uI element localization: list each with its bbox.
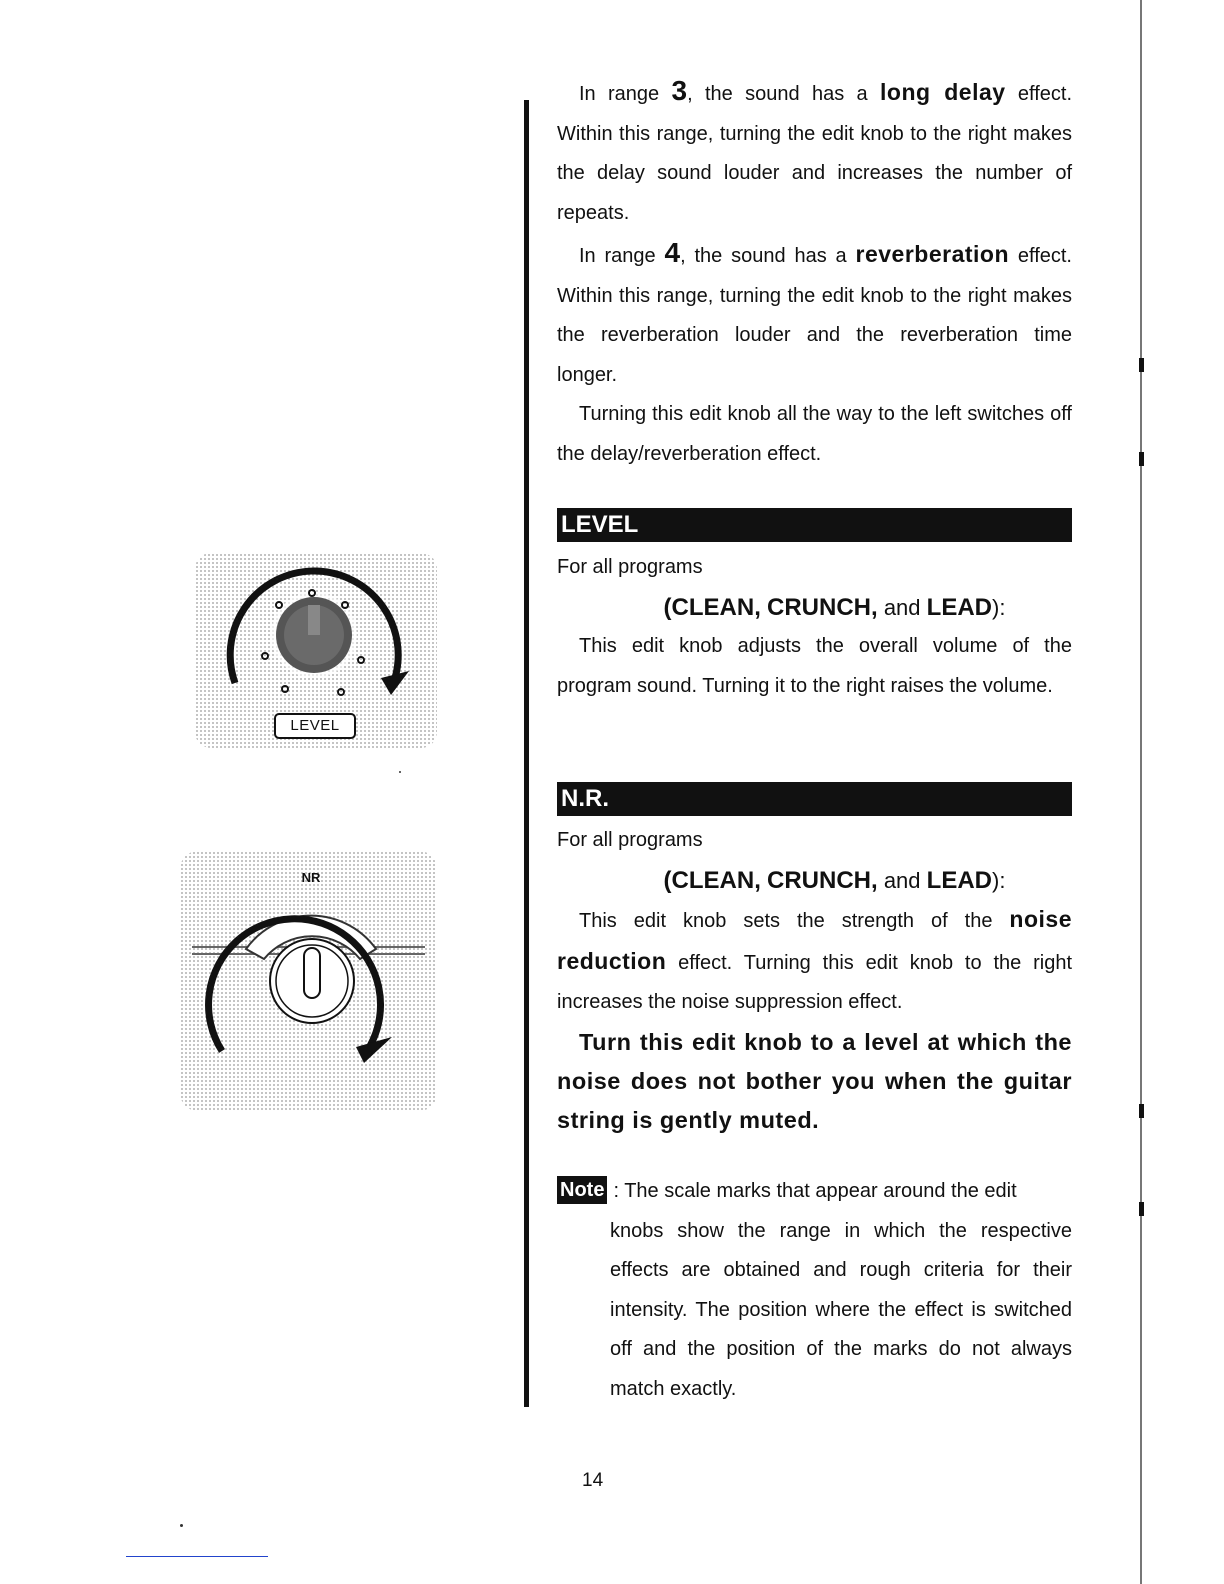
page-number: 14	[582, 1470, 604, 1491]
program-lead: LEAD	[926, 593, 992, 621]
text: , the sound has a	[680, 245, 856, 267]
nr-body	[557, 900, 1072, 1023]
level-body: This edit knob adjusts the overall volume of the program sound. Turning it to the right raises the volume.	[557, 635, 1072, 697]
text: ):	[992, 594, 1006, 620]
range-number: 3	[671, 75, 688, 106]
note-block	[557, 1172, 1072, 1409]
level-knob-label: LEVEL	[290, 717, 340, 734]
emphasis: long delay	[880, 79, 1006, 105]
delay-reverb-text	[557, 71, 1072, 474]
edge-mark	[1139, 452, 1144, 466]
text: In range	[579, 83, 672, 105]
program-crunch: CRUNCH,	[767, 593, 878, 621]
text: and	[883, 867, 921, 893]
edge-mark	[1139, 1202, 1144, 1216]
range-4-paragraph	[557, 233, 1072, 395]
level-for-all: For all programs	[557, 556, 703, 578]
text: In range	[579, 245, 665, 267]
emphasis: noise reduction	[557, 906, 1072, 974]
text: effect. Within this range, turning the edit knob to the right makes the reverberation louder and the reverberation time longer.	[557, 245, 1072, 386]
nr-text	[557, 821, 1072, 1140]
level-programs	[557, 588, 1072, 628]
switch-off-paragraph: Turning this edit knob all the way to the left switches off the delay/reverberation effect.	[557, 403, 1072, 465]
note-badge: Note	[557, 1176, 607, 1204]
program-clean: CLEAN,	[671, 866, 761, 894]
program-lead: LEAD	[926, 866, 992, 894]
nr-programs	[557, 861, 1072, 901]
text: and	[883, 594, 921, 620]
scan-edge-rule	[1140, 0, 1142, 1584]
note-lead-line	[557, 1172, 1072, 1212]
level-heading: LEVEL	[557, 508, 1072, 542]
emphasis: reverberation	[855, 241, 1010, 267]
text: ):	[992, 867, 1006, 893]
nr-warning: Turn this edit knob to a level at which the noise does not bother you when the guitar string is gently muted.	[557, 1028, 1072, 1133]
bottom-rule	[126, 1556, 268, 1557]
range-3-paragraph	[557, 71, 1072, 233]
text: effect. Turning this edit knob to the right increases the noise suppression effect.	[557, 951, 1072, 1013]
scan-speck	[180, 1524, 183, 1527]
text: (	[663, 866, 672, 894]
column-rule	[524, 100, 529, 1407]
text: , the sound has a	[687, 83, 881, 105]
nr-knob-figure	[180, 851, 437, 1111]
edge-mark	[1139, 1104, 1144, 1118]
text: (	[663, 593, 672, 621]
level-text	[557, 548, 1072, 706]
text: effect. Within this range, turning the edit knob to the right makes the delay sound louder and increases the number of repeats.	[557, 83, 1072, 224]
program-clean: CLEAN,	[671, 593, 761, 621]
nr-heading: N.R.	[557, 782, 1072, 816]
range-number: 4	[664, 237, 681, 268]
edge-mark	[1139, 358, 1144, 372]
nr-knob-label: NR	[301, 870, 321, 885]
scan-speck	[399, 771, 401, 773]
nr-for-all: For all programs	[557, 829, 703, 851]
program-crunch: CRUNCH,	[767, 866, 878, 894]
text: : The scale marks that appear around the edit	[613, 1180, 1017, 1202]
text: This edit knob sets the strength of the	[579, 910, 1010, 932]
note-body: knobs show the range in which the respective effects are obtained and rough criteria for their intensity. The position where the effect is switched off and the position of the marks do not always match exactly.	[610, 1219, 1072, 1400]
